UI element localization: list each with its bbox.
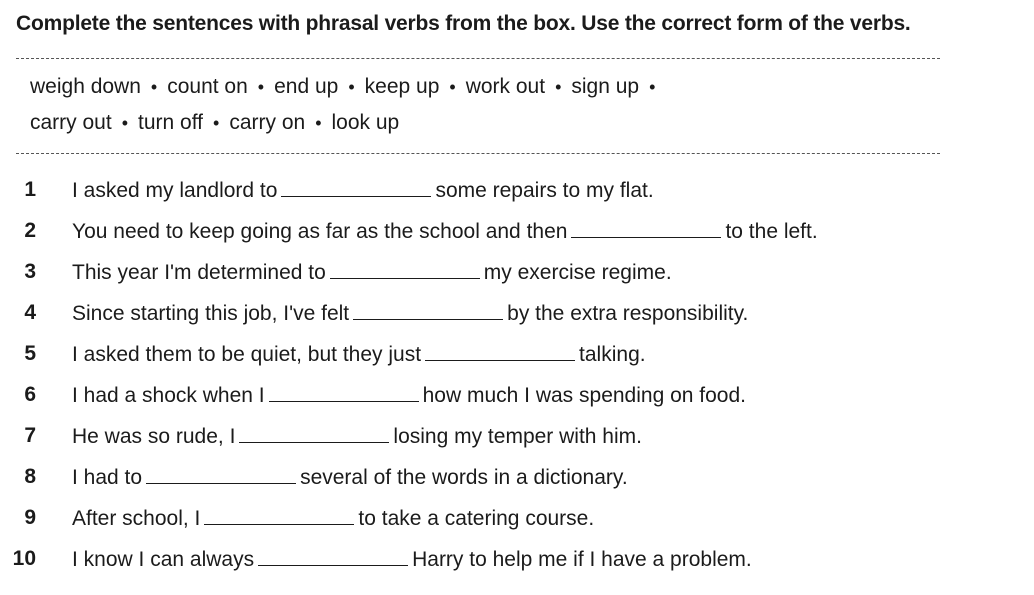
sentence-after: Harry to help me if I have a problem. — [412, 548, 752, 571]
answer-blank[interactable] — [269, 383, 419, 402]
sentence-after: to the left. — [725, 220, 818, 243]
item-number: 10 — [12, 547, 36, 570]
answer-blank[interactable] — [330, 260, 480, 279]
answer-blank[interactable] — [146, 465, 296, 484]
sentence-item — [0, 260, 1034, 290]
sentence-text — [72, 301, 748, 326]
sentence-text — [72, 424, 642, 449]
sentence-before: This year I'm determined to — [72, 261, 326, 284]
answer-blank[interactable] — [571, 219, 721, 238]
bullet-separator: • — [449, 77, 456, 97]
sentence-after: some repairs to my flat. — [435, 179, 654, 202]
sentence-before: He was so rude, I — [72, 425, 236, 448]
sentence-after: my exercise regime. — [483, 261, 672, 284]
bullet-separator: • — [150, 77, 158, 97]
word-option: end up — [274, 75, 339, 98]
sentence-text — [72, 342, 646, 367]
sentence-item — [0, 465, 1034, 495]
sentence-item — [0, 506, 1034, 536]
bullet-separator: • — [649, 77, 656, 97]
word-box-line-1 — [30, 75, 665, 99]
word-option: look up — [331, 111, 400, 134]
answer-blank[interactable] — [281, 178, 431, 197]
sentence-after: how much I was spending on food. — [422, 384, 746, 407]
sentence-text — [72, 465, 628, 490]
answer-blank[interactable] — [425, 342, 575, 361]
word-option: keep up — [364, 75, 440, 98]
word-option: turn off — [138, 111, 204, 134]
answer-blank[interactable] — [239, 424, 389, 443]
answer-blank[interactable] — [204, 506, 354, 525]
sentence-before: After school, I — [72, 507, 201, 530]
sentence-text — [72, 383, 746, 408]
item-number: 8 — [24, 465, 36, 488]
bullet-separator: • — [257, 77, 265, 97]
sentence-text — [72, 506, 594, 531]
word-box-line-2 — [30, 111, 399, 135]
phrasal-verb-box — [16, 58, 940, 154]
word-option: carry out — [30, 111, 112, 134]
sentence-text — [72, 178, 654, 203]
sentence-before: Since starting this job, I've felt — [72, 302, 350, 325]
sentence-item — [0, 424, 1034, 454]
word-option: sign up — [571, 75, 640, 98]
sentence-after: to take a catering course. — [358, 507, 595, 530]
sentence-item — [0, 301, 1034, 331]
sentence-after: talking. — [579, 343, 646, 366]
sentence-before: I asked my landlord to — [72, 179, 278, 202]
item-number: 1 — [24, 178, 36, 201]
item-number: 2 — [24, 219, 36, 242]
sentence-after: losing my temper with him. — [393, 425, 642, 448]
bullet-separator: • — [213, 113, 220, 133]
bullet-separator: • — [348, 77, 355, 97]
sentence-before: I had a shock when I — [72, 384, 265, 407]
answer-blank[interactable] — [353, 301, 503, 320]
sentence-text — [72, 219, 818, 244]
sentence-item — [0, 178, 1034, 208]
item-number: 6 — [24, 383, 36, 406]
word-option: work out — [465, 75, 546, 98]
sentence-text — [72, 547, 752, 572]
sentence-before: I know I can always — [72, 548, 255, 571]
bullet-separator: • — [121, 113, 129, 133]
answer-blank[interactable] — [258, 547, 408, 566]
item-number: 9 — [24, 506, 36, 529]
word-option: carry on — [229, 111, 306, 134]
sentence-before: You need to keep going as far as the school and then — [72, 220, 568, 243]
sentence-before: I asked them to be quiet, but they just — [72, 343, 422, 366]
exercise-instruction: Complete the sentences with phrasal verbs from the box. Use the correct form of the verbs. — [16, 12, 911, 35]
sentence-item — [0, 547, 1034, 577]
item-number: 3 — [24, 260, 36, 283]
bullet-separator: • — [555, 77, 562, 97]
item-number: 7 — [24, 424, 36, 447]
sentence-text — [72, 260, 672, 285]
sentence-item — [0, 383, 1034, 413]
sentence-after: by the extra responsibility. — [507, 302, 749, 325]
item-number: 4 — [24, 301, 36, 324]
item-number: 5 — [24, 342, 36, 365]
sentence-item — [0, 219, 1034, 249]
sentence-before: I had to — [72, 466, 143, 489]
bullet-separator: • — [315, 113, 322, 133]
sentence-after: several of the words in a dictionary. — [300, 466, 628, 489]
word-option: weigh down — [30, 75, 141, 98]
word-option: count on — [167, 75, 248, 98]
sentence-item — [0, 342, 1034, 372]
